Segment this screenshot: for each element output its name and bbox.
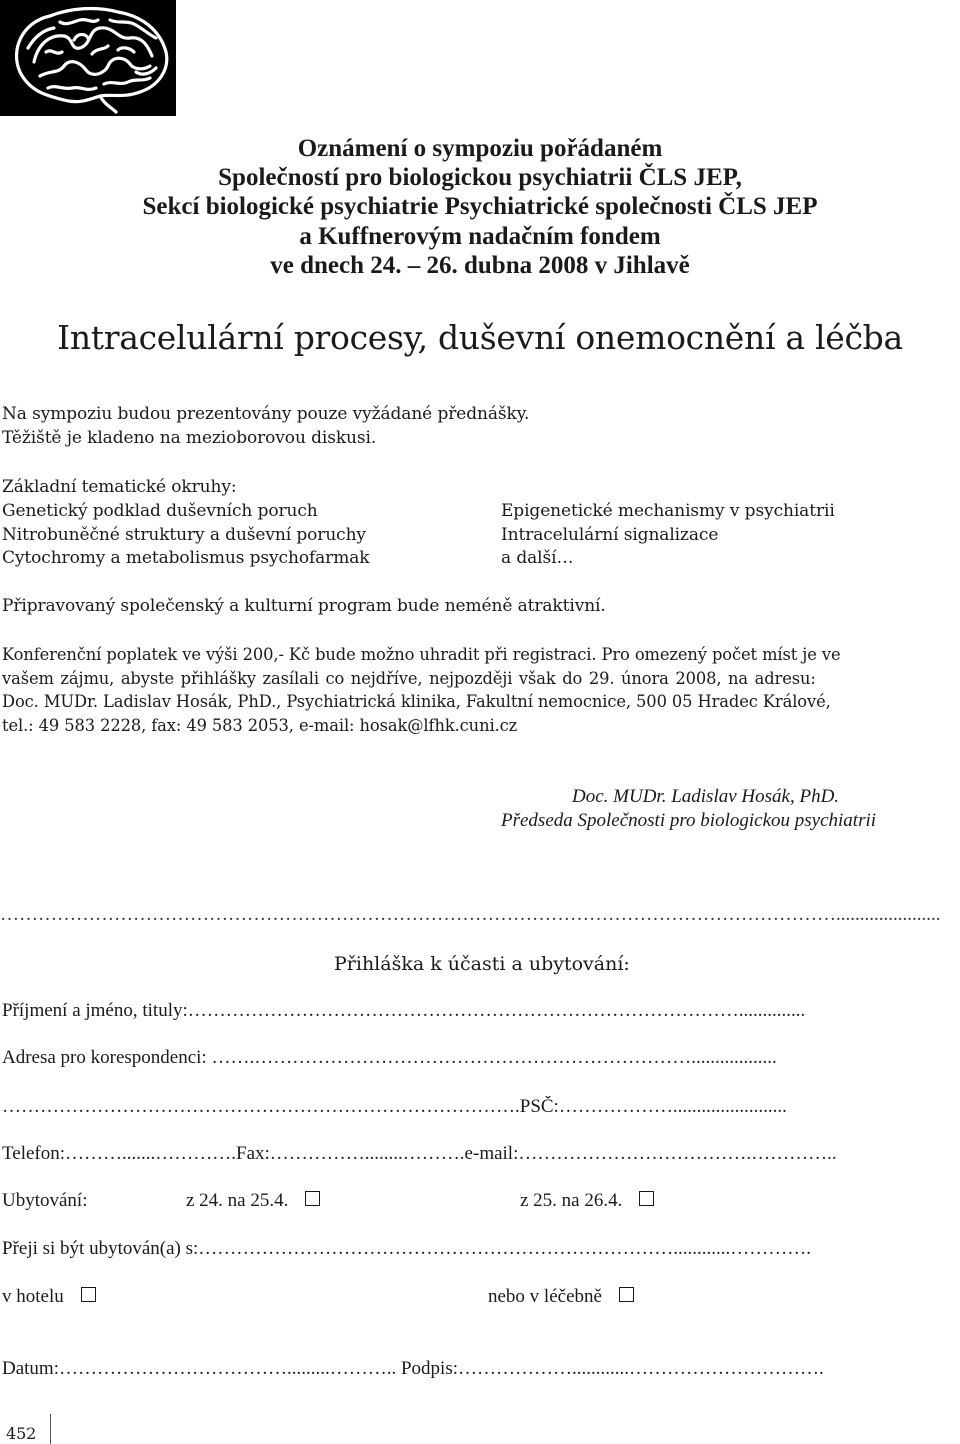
accommodation-option-2-label: z 25. na 26.4.: [520, 1190, 623, 1211]
roommate-field[interactable]: Přeji si být ubytován(a) s:…………………………………………………………………............………….: [2, 1238, 812, 1259]
announcement-line: ve dnech 24. – 26. dubna 2008 v Jihlavě: [270, 251, 690, 279]
announcement-heading: [0, 134, 960, 280]
signature-role: Předseda Společnosti pro biologickou psychiatrii: [501, 810, 877, 831]
topic-left-item: Nitrobuněčné struktury a duševní poruchy: [2, 525, 366, 545]
checkbox-icon[interactable]: [81, 1287, 96, 1302]
hotel-option[interactable]: [2, 1286, 96, 1308]
postal-code-field[interactable]: ……………………………………………………………………….PSČ:………………........................: [2, 1096, 787, 1117]
fee-paragraph-line: Konferenční poplatek ve výši 200,- Kč bude možno uhradit při registraci. Pro omezený počet míst je ve: [2, 645, 841, 664]
topics-heading: Základní tematické okruhy:: [2, 477, 237, 497]
hotel-option-label: v hotelu: [2, 1286, 64, 1307]
brain-logo-image: [0, 0, 176, 116]
phone-fax-email-field[interactable]: Telefon:……….......………….Fax:……………........……….e-mail:……………………………….…………..: [2, 1143, 837, 1164]
announcement-line: Společností pro biologickou psychiatrii ČLS JEP,: [218, 164, 742, 192]
page-number-box: [0, 1414, 51, 1444]
accommodation-option-2[interactable]: [520, 1190, 654, 1212]
checkbox-icon[interactable]: [639, 1191, 654, 1206]
announcement-line: Sekcí biologické psychiatrie Psychiatrické společnosti ČLS JEP: [142, 193, 818, 221]
name-field[interactable]: Příjmení a jméno, tituly:……………………………………………………………………………..............: [2, 1000, 806, 1021]
accommodation-option-1[interactable]: [186, 1190, 320, 1212]
accommodation-option-1-label: z 24. na 25.4.: [186, 1190, 289, 1211]
fee-paragraph-line: vašem zájmu, abyste přihlášky zasílali co nejdříve, nejpozději však do 29. února 2008, na adresu:: [2, 669, 816, 688]
clinic-option[interactable]: [488, 1286, 634, 1308]
signature-name: Doc. MUDr. Ladislav Hosák, PhD.: [572, 786, 840, 807]
checkbox-icon[interactable]: [619, 1287, 634, 1302]
clinic-option-label: nebo v léčebně: [488, 1286, 602, 1307]
topic-left-item: Cytochromy a metabolismus psychofarmak: [2, 548, 370, 568]
address-field[interactable]: Adresa pro korespondenci: …….……………………………………………………………..................: [2, 1047, 777, 1068]
symposium-title: Intracelulární procesy, duševní onemocnění a léčba: [57, 318, 903, 357]
form-title: Přihláška k účasti a ubytování:: [334, 953, 630, 975]
cut-line-separator: ……………………………………………………………………………………………………………………......................: [0, 904, 941, 925]
intro-line-2: Těžiště je kladeno na mezioborovou diskusi.: [2, 428, 377, 448]
announcement-line: Oznámení o sympoziu pořádaném: [297, 135, 663, 162]
date-signature-field[interactable]: Datum:……………………………….........……….. Podpis:………………............………………………….: [2, 1358, 824, 1379]
fee-paragraph-line: tel.: 49 583 2228, fax: 49 583 2053, e-mail: hosak@lfhk.cuni.cz: [2, 716, 518, 735]
page-number: 452: [6, 1424, 37, 1443]
topic-right-item: a další…: [501, 548, 574, 568]
fee-paragraph-line: Doc. MUDr. Ladislav Hosák, PhD., Psychiatrická klinika, Fakultní nemocnice, 500 05 Hradec Králové,: [2, 692, 831, 711]
topic-right-item: Intracelulární signalizace: [501, 525, 719, 545]
program-note: Připravovaný společenský a kulturní program bude neméně atraktivní.: [2, 596, 606, 616]
topic-left-item: Genetický podklad duševních poruch: [2, 501, 318, 521]
topic-right-item: Epigenetické mechanismy v psychiatrii: [501, 501, 835, 521]
announcement-line: a Kuffnerovým nadačním fondem: [299, 222, 661, 250]
intro-line-1: Na sympoziu budou prezentovány pouze vyžádané přednášky.: [2, 404, 530, 424]
checkbox-icon[interactable]: [305, 1191, 320, 1206]
accommodation-label: Ubytování:: [2, 1190, 88, 1211]
